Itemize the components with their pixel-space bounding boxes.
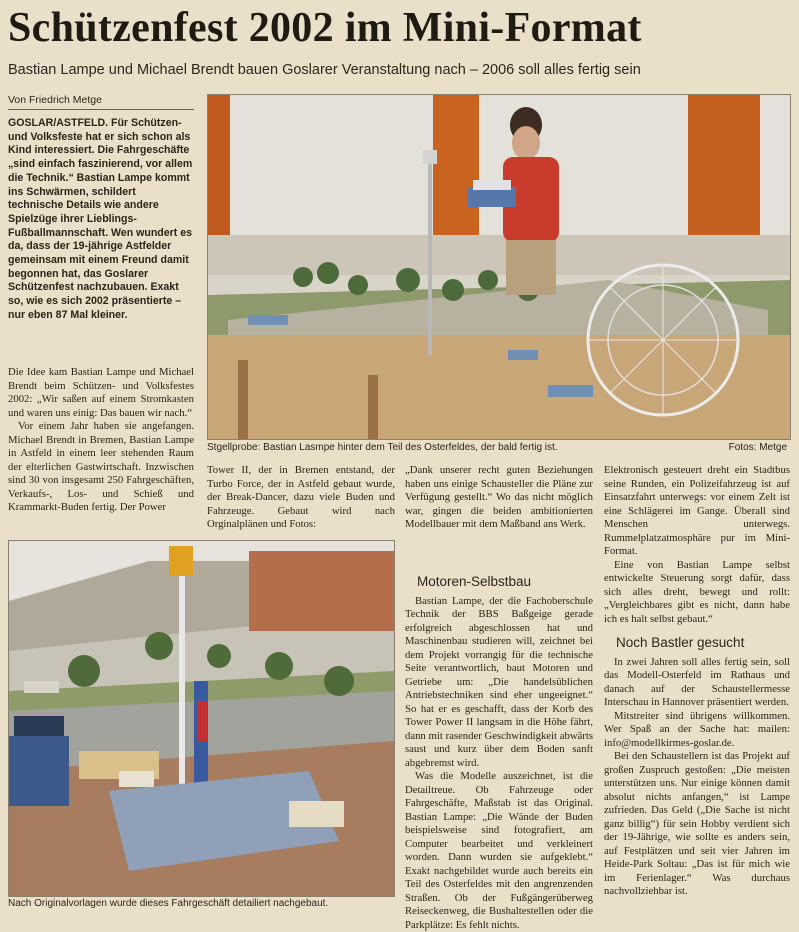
subheadline: Bastian Lampe und Michael Brendt bauen Goslarer Veranstaltung nach – 2006 soll alles fertig sein [8, 62, 641, 78]
section-heading: Motoren-Selbstbau [417, 574, 532, 589]
paragraph: In zwei Jahren soll alles fertig sein, soll das Modell-Osterfeld im Rathaus und danach auf der Schaustellermesse Interschau in Hannover präsentiert werden. [604, 655, 790, 708]
photo-credit: Fotos: Metge [728, 442, 787, 453]
paragraph: Eine von Bastian Lampe selbst entwickelte Steuerung sorgt dafür, dass sich alles dreht, bewegt und rollt: „Vergleichbares gibt es nicht, dann habe ich es halt selbst gebaut.“ [604, 558, 790, 625]
photo2-caption: Nach Originalvorlagen wurde dieses Fahrgeschäft detailiert nachgebaut. [8, 898, 329, 909]
paragraph: Die Idee kam Bastian Lampe und Michael Brendt beim Schützen- und Volksfestes 2002: „Wir saßen auf einem Stromkasten und waren uns einig: Das bauen wir nach.“ [8, 366, 194, 419]
section-heading: Noch Bastler gesucht [616, 635, 745, 650]
column-1 [8, 366, 194, 515]
photo-model-fairground [207, 94, 791, 440]
column-3 [405, 575, 593, 932]
paragraph: Vor einem Jahr haben sie angefangen. Michael Brendt in Bremen, Bastian Lampe in Astfeld in einem leer stehenden Raum der elterlichen Gastwirtschaft. Inzwischen sind 30 von insgesamt 250 Fahrgeschäften, Verkaufs-, Los- und Schieß und Krammarkt-Buden fertig. Der Power [8, 420, 194, 513]
paragraph: Bastian Lampe, der die Fachoberschule Technik der BBS Baßgeige gerade erfolgreich abgeschlossen hat und Maschinenbau studieren will, zeichnet bei dem Projekt vorrangig für die technische Seite verantwortlich, baut Motoren und Getriebe um: „Die handelsüblichen Antriebstechniken sind eher ungeeignet.“ So hat er es geschafft, dass der Korb des Tower Power II langsam in die Höhe fährt, dann mit rasender Geschwindigkeit abwärts saust und kurz über dem Boden sanft abgebremst wird. [405, 594, 593, 769]
byline: Von Friedrich Metge [8, 94, 194, 110]
paragraph: Bei den Schaustellern ist das Projekt auf großen Zuspruch gestoßen: „Die meisten unterstützen uns. Nur einige können damit absolut nichts anfangen,“ ist Lampe zufrieden. Das Geld („Die Sache ist nicht ganz billig“) für sein Hobby verdient sich der 19-Jährige, wie sollte es anders sein, auf Festplätzen und seit vier Jahren im Heide-Park Soltau: „Das ist für mich wie im Ferienlager.“ Was durchaus nachvollziehbar ist. [604, 750, 790, 897]
paragraph: Elektronisch gesteuert dreht ein Stadtbus seine Runden, ein Polizeifahrzeug ist auf Einsatzfahrt unterwegs: vor einem Zelt ist eine Schlägerei im Gange. Überall sind Menschen unterwegs. Rummelplatzatmosphäre pur im Mini-Format. [604, 464, 790, 557]
photo-illustration [9, 541, 394, 896]
photo1-caption-row [207, 442, 789, 453]
headline: Schützenfest 2002 im Mini-Format [8, 5, 642, 51]
column-3-top [405, 464, 593, 532]
photo-illustration [208, 95, 790, 439]
photo1-caption: Stgellprobe: Bastian Lasmpe hinter dem Teil des Osterfeldes, der bald fertig ist. [207, 442, 558, 453]
column-4 [604, 464, 790, 899]
photo-ride-model [8, 540, 395, 897]
paragraph: Mitstreiter sind übrigens willkommen. Wer Spaß an der Sache hat: mailen: info@modellkirmes-goslar.de. [604, 709, 790, 749]
column-2 [207, 464, 395, 532]
paragraph: Tower II, der in Bremen entstand, der Turbo Force, der in Astfeld gebaut wurde, der Break-Dancer, dazu viele Buden und Fahrzeuge. Gebaut wird nach Orginalplänen und Fotos: [207, 464, 395, 530]
lead-paragraph: GOSLAR/ASTFELD. Für Schützen- und Volksfeste hat er sich schon als Kind interessiert. Die Fahrgeschäfte „sind einfach faszinierend, vor allem die Technik.“ Bastian Lampe kommt ins Schwärmen, schildert technische Details wie andere Spielzüge ihrer Lieblings-Fußballmannschaft. Wen wundert es da, dass der 19-jährige Astfelder gemeinsam mit einem Freund damit begonnen hat, das Goslarer Schützenfest nachzubauen. Exakt so, wie es sich 2002 präsentierte – nur eben 87 Mal kleiner. [8, 117, 193, 321]
paragraph: Was die Modelle auszeichnet, ist die Detailtreue. Ob Fahrzeuge oder Fahrgeschäfte, Maßstab ist das Original. Bastian Lampe: „Die Wände der Buden beispielsweise sind fotografiert, am Computer bearbeitet und verkleinert worden. Dann wurden sie aufgeklebt.“ Exakt nachgebildet wurde auch bereits ein Teil des Osterfeldes mit den angrenzenden Straßen. Ob der Fußgängerüberweg Reiseckenweg, die Bushaltestellen oder die Parkplätze: Es fehlt nichts. [405, 770, 593, 931]
paragraph: „Dank unserer recht guten Beziehungen haben uns einige Schausteller die Pläne zur Verfügung gestellt.“ Wo das nicht möglich war, gingen die beiden ambitionierten Modellbauer mit dem Maßband ans Werk. [405, 464, 593, 530]
